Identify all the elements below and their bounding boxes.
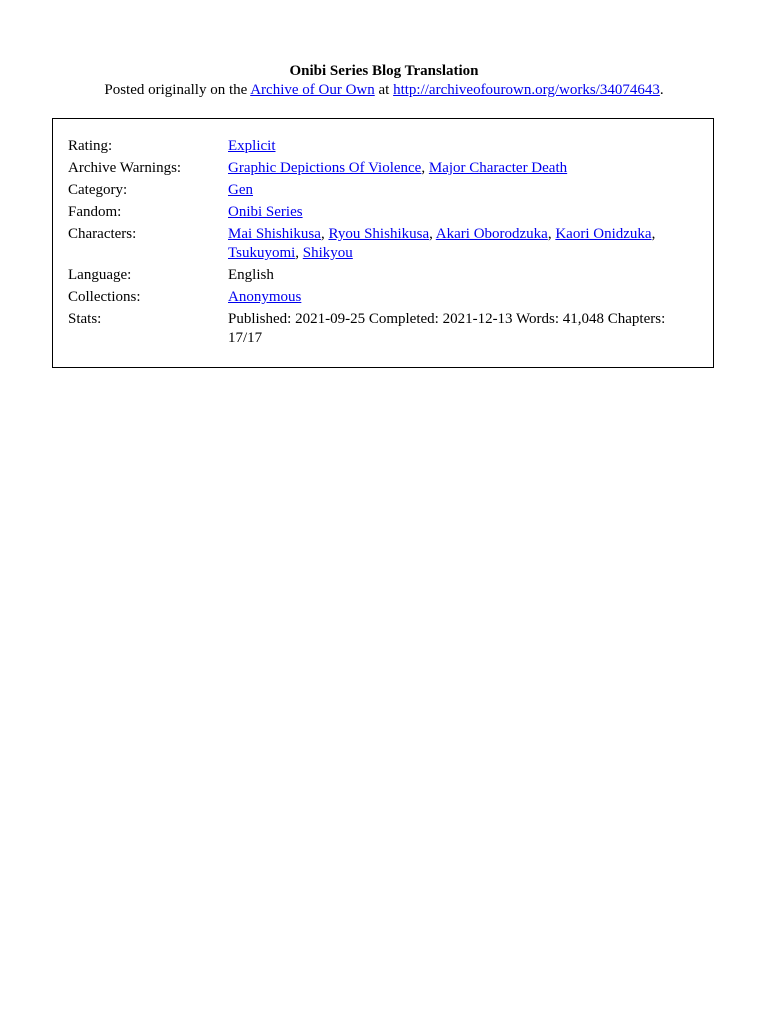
category-label: Category:	[68, 182, 128, 198]
meta-row-rating	[68, 137, 700, 159]
header	[0, 62, 768, 100]
meta-row-collections	[68, 288, 700, 310]
rating-label: Rating:	[68, 138, 113, 154]
character-link[interactable]: Tsukuyomi	[228, 245, 296, 261]
meta-row-language	[68, 266, 700, 288]
collection-link[interactable]: Anonymous	[228, 289, 302, 305]
character-link[interactable]: Mai Shishikusa	[228, 226, 321, 242]
meta-row-category	[68, 181, 700, 203]
warning-link[interactable]: Major Character Death	[428, 160, 568, 176]
warnings-label: Archive Warnings:	[68, 160, 182, 176]
characters-value: Mai Shishikusa, Ryou Shishikusa, Akari Oborodzuka, Kaori Onidzuka, Tsukuyomi, Shikyou	[228, 226, 656, 261]
meta-row-stats	[68, 310, 700, 351]
collections-label: Collections:	[68, 289, 141, 305]
character-link[interactable]: Kaori Onidzuka	[555, 226, 652, 242]
rating-value	[228, 137, 700, 159]
posted-suffix: .	[659, 82, 664, 98]
stats-label: Stats:	[68, 311, 102, 327]
rating-link[interactable]: Explicit	[228, 138, 276, 154]
work-meta-box	[52, 118, 714, 368]
warning-link[interactable]: Graphic Depictions Of Violence	[228, 160, 422, 176]
language-value: English	[228, 267, 274, 283]
category-value	[228, 181, 700, 203]
work-url-link[interactable]: http://archiveofourown.org/works/34074643	[393, 82, 660, 98]
character-link[interactable]: Shikyou	[302, 245, 353, 261]
fandom-label: Fandom:	[68, 204, 122, 220]
characters-label: Characters:	[68, 226, 137, 242]
character-link[interactable]: Akari Oborodzuka	[435, 226, 548, 242]
fandom-link[interactable]: Onibi Series	[228, 204, 303, 220]
stats-value: Published: 2021-09-25 Completed: 2021-12-13 Words: 41,048 Chapters: 17/17	[228, 311, 666, 346]
category-link[interactable]: Gen	[228, 182, 253, 198]
work-meta-table	[68, 137, 700, 351]
character-link[interactable]: Ryou Shishikusa	[328, 226, 430, 242]
fandom-value	[228, 203, 700, 225]
meta-row-characters	[68, 225, 700, 266]
meta-row-fandom	[68, 203, 700, 225]
work-title: Onibi Series Blog Translation	[289, 63, 479, 79]
meta-row-warnings	[68, 159, 700, 181]
posted-at: at	[374, 82, 394, 98]
collections-value	[228, 288, 700, 310]
warnings-value: Graphic Depictions Of Violence, Major Character Death	[228, 160, 568, 176]
posted-prefix: Posted originally on the	[104, 82, 251, 98]
archive-link[interactable]: Archive of Our Own	[250, 82, 375, 98]
posted-line	[0, 81, 768, 100]
language-label: Language:	[68, 267, 132, 283]
